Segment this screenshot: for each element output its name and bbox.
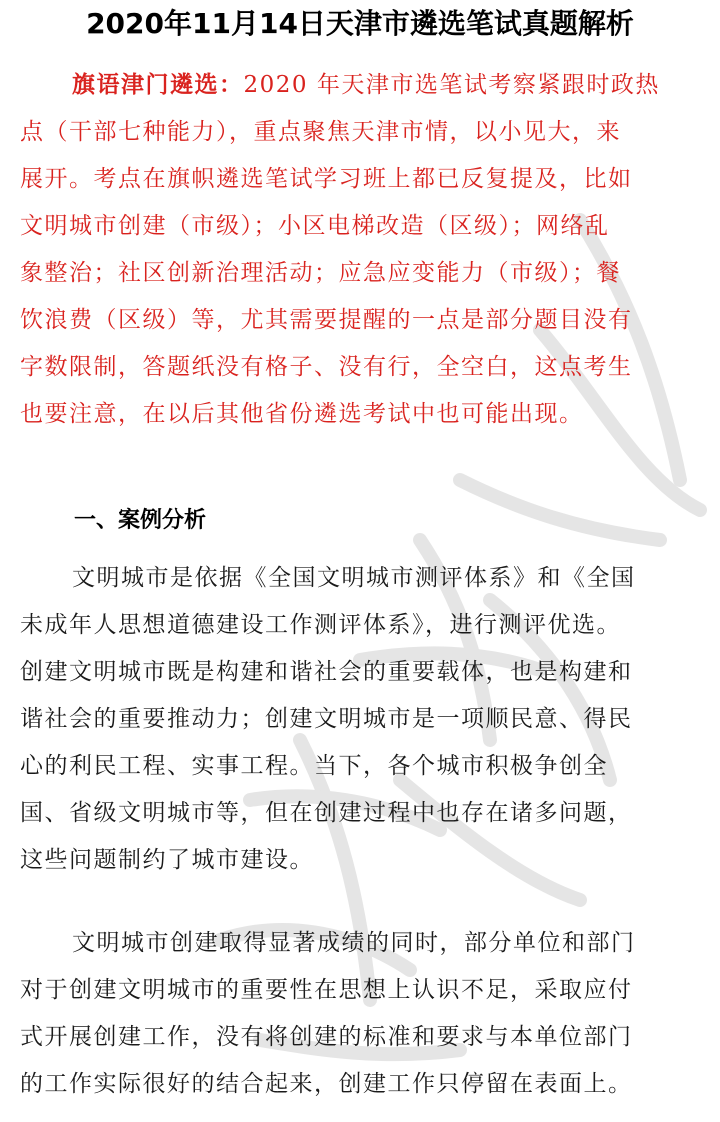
para1-line-1: 文明城市是依据《全国文明城市测评体系》和《全国 bbox=[72, 565, 636, 591]
intro-line-7: 字数限制，答题纸没有格子、没有行，全空白，这点考生 bbox=[20, 354, 633, 380]
para1-line-6: 国、省级文明城市等，但在创建过程中也存在诸多问题， bbox=[20, 800, 633, 826]
para2-line-4: 的工作实际很好的结合起来，创建工作只停留在表面上。 bbox=[20, 1071, 633, 1097]
intro-line-3: 展开。考点在旗帜遴选笔试学习班上都已反复提及，比如 bbox=[20, 166, 633, 192]
intro-line-4: 文明城市创建（市级）；小区电梯改造（区级）；网络乱 bbox=[20, 213, 610, 239]
intro-line-5: 象整治；社区创新治理活动；应急应变能力（市级）；餐 bbox=[20, 260, 621, 286]
para1-line-5: 心的利民工程、实事工程。当下，各个城市积极争创全 bbox=[20, 753, 608, 779]
para2-line-2: 对于创建文明城市的重要性在思想上认识不足，采取应付 bbox=[20, 977, 633, 1003]
para1-line-4: 谐社会的重要推动力；创建文明城市是一项顺民意、得民 bbox=[20, 706, 633, 732]
intro-line-text: 2020 年天津市选笔试考察紧跟时政热 bbox=[243, 72, 660, 98]
para2-line-1: 文明城市创建取得显著成绩的同时，部分单位和部门 bbox=[72, 930, 636, 956]
para1-line-3: 创建文明城市既是构建和谐社会的重要载体，也是构建和 bbox=[20, 659, 633, 685]
intro-paragraph bbox=[20, 62, 720, 438]
para1-line-2: 未成年人思想道德建设工作测评体系》，进行测评优选。 bbox=[20, 612, 621, 638]
body-paragraph-2 bbox=[20, 920, 720, 1108]
para2-line-3: 式开展创建工作，没有将创建的标准和要求与本单位部门 bbox=[20, 1024, 633, 1050]
intro-line-8: 也要注意，在以后其他省份遴选考试中也可能出现。 bbox=[20, 401, 584, 427]
section-heading: 一、案例分析 bbox=[74, 508, 207, 533]
intro-lead: 旗语津门遴选： bbox=[72, 72, 244, 98]
intro-line-1 bbox=[20, 62, 720, 109]
intro-line-6: 饮浪费（区级）等，尤其需要提醒的一点是部分题目没有 bbox=[20, 307, 633, 333]
document-title: 2020年11月14日天津市遴选笔试真题解析 bbox=[86, 7, 634, 40]
para1-line-7: 这些问题制约了城市建设。 bbox=[20, 847, 314, 873]
body-paragraph-1 bbox=[20, 555, 720, 884]
intro-line-2: 点（干部七种能力），重点聚焦天津市情，以小见大，来 bbox=[20, 119, 621, 145]
